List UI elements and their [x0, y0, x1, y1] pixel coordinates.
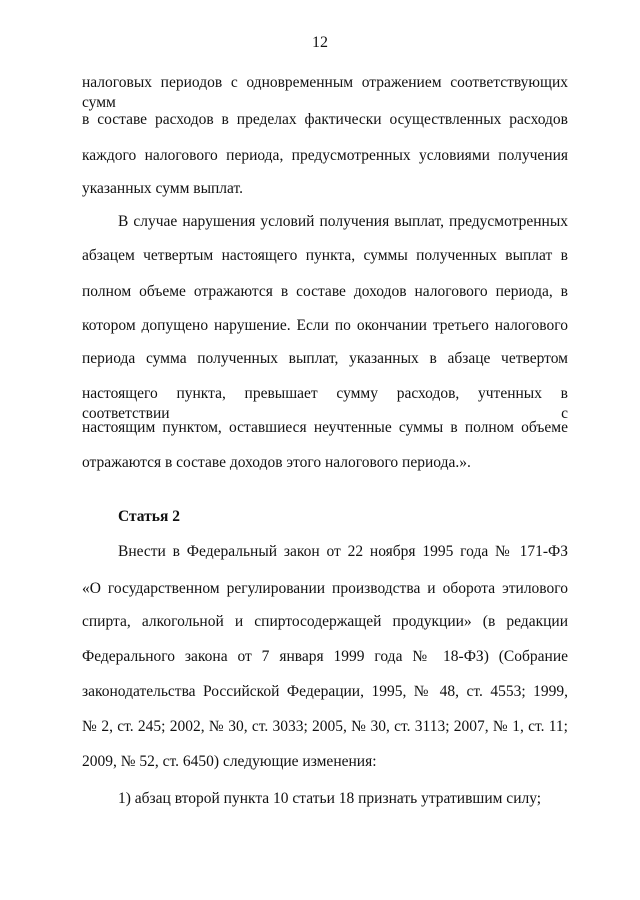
text-line: периода сумма полученных выплат, указанных в абзаце четвертом	[82, 350, 568, 367]
text-line: В случае нарушения условий получения выплат, предусмотренных	[118, 213, 568, 230]
text-line: законодательства Российской Федерации, 1995, № 48, ст. 4553; 1999,	[82, 683, 568, 700]
article-heading: Статья 2	[118, 508, 180, 525]
list-item: 1) абзац второй пункта 10 статьи 18 признать утратившим силу;	[118, 790, 542, 807]
text-line: настоящего пункта, превышает сумму расходов, учтенных в соответствии с	[82, 385, 568, 422]
text-line: котором допущено нарушение. Если по окончании третьего налогового	[82, 317, 568, 334]
text-line: полном объеме отражаются в составе доходов налогового периода, в	[82, 283, 568, 300]
text-line: абзацем четвертым настоящего пункта, суммы полученных выплат в	[82, 247, 568, 264]
text-line: спирта, алкогольной и спиртосодержащей продукции» (в редакции	[82, 613, 568, 630]
text-line: Федерального закона от 7 января 1999 года № 18-ФЗ) (Собрание	[82, 648, 568, 665]
text-line: в составе расходов в пределах фактически осуществленных расходов	[82, 111, 568, 128]
text-line: налоговых периодов с одновременным отражением соответствующих сумм	[82, 74, 568, 111]
text-line: каждого налогового периода, предусмотренных условиями получения	[82, 147, 568, 164]
text-line: «О государственном регулировании производства и оборота этилового	[82, 580, 568, 597]
text-line: настоящим пунктом, оставшиеся неучтенные суммы в полном объеме	[82, 419, 568, 436]
text-line: № 2, ст. 245; 2002, № 30, ст. 3033; 2005, № 30, ст. 3113; 2007, № 1, ст. 11;	[82, 718, 568, 735]
text-line: указанных сумм выплат.	[82, 180, 243, 197]
text-line: Внести в Федеральный закон от 22 ноября 1995 года № 171-ФЗ	[118, 543, 568, 560]
text-line: 2009, № 52, ст. 6450) следующие изменения:	[82, 753, 377, 770]
page-number: 12	[312, 34, 328, 51]
text-line: отражаются в составе доходов этого налогового периода.».	[82, 454, 471, 471]
